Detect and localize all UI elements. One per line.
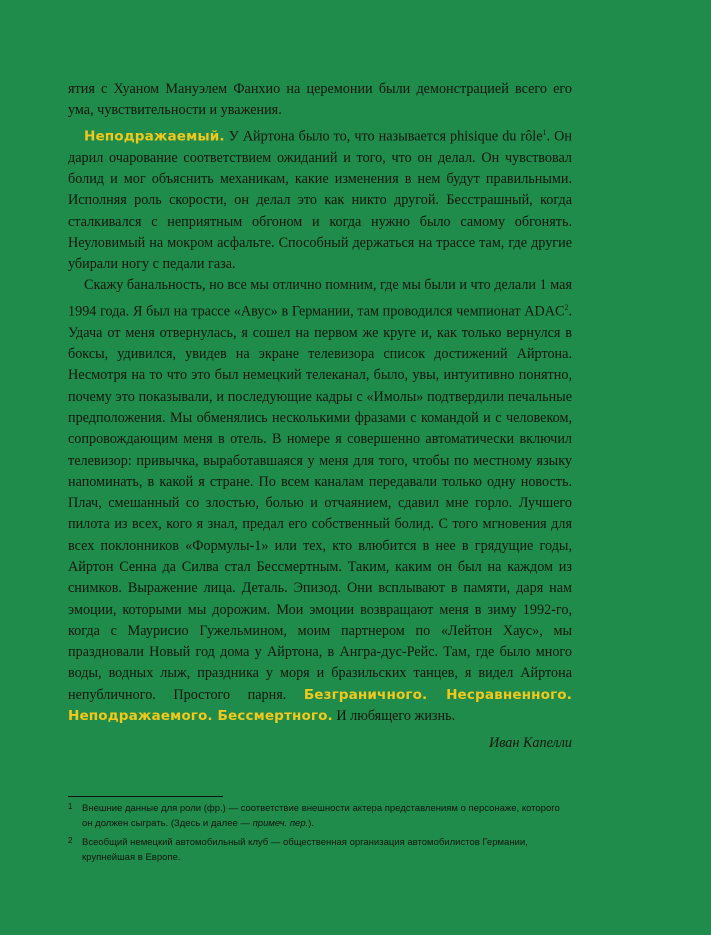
- author-signature: Иван Капелли: [488, 735, 572, 752]
- paragraph-2-text-b: . Он дарил очарование соответствием ожиданий и того, что он делал. Он чувствовал болид и мог объяснить механикам, какие изменения в нем будут правильными. Исполняя роль скорости, он делал это как никто другой. Бесстрашный, когда сталкивался с неприятным обгоном и когда нужно было самому обгонять. Неуловимый на мокром асфальте. Способный держаться на трассе там, где другие убирали ногу с педали газа.: [68, 128, 572, 273]
- main-text: [68, 79, 572, 755]
- footnote-1-number: 1: [68, 802, 73, 811]
- paragraph-1-text: ятия с Хуаном Мануэлем Фанхио на церемонии были демонстрацией всего его ума, чувствительности и уважения.: [68, 81, 572, 119]
- footnote-ref-2: 2: [564, 302, 569, 312]
- footnote-2-text: Всеобщий немецкий автомобильный клуб — общественная организация автомобилистов Германии, крупнейшая в Европе.: [82, 837, 528, 863]
- paragraph-3-text-a: Скажу банальность, но все мы отлично помним, где мы были и что делали 1 мая 1994 года. Я был на трассе «Авус» в Германии, там проводился чемпионат ADAC: [68, 277, 572, 320]
- footnote-1-text-b: ).: [308, 818, 315, 829]
- paragraph-2-text-a: У Айртона было то, что называется phisique du rôle: [224, 128, 543, 145]
- footnote-divider: [68, 796, 223, 797]
- footnote-ref-1: 1: [542, 127, 547, 137]
- footnote-2: [68, 835, 572, 865]
- paragraph-3: [68, 275, 572, 727]
- paragraph-2: [68, 122, 572, 276]
- footnote-2-number: 2: [68, 836, 73, 845]
- highlight-inimitable: Неподражаемый.: [84, 128, 225, 145]
- paragraph-3-text-c: И любящего жизнь.: [332, 708, 456, 725]
- footnote-1: [68, 801, 572, 831]
- highlight-immortal: Безграничного. Несравненного. Неподражаемого. Бессмертного.: [68, 686, 572, 725]
- footnote-1-text-a: Внешние данные для роли (фр.) — соответствие внешности актера представлениям о персонаже, которого он должен сыграть. (Здесь и далее —: [82, 803, 560, 829]
- footnotes: [68, 801, 572, 865]
- footnote-1-italic: примеч. пер.: [252, 818, 309, 829]
- paragraph-3-text-b: . Удача от меня отвернулась, я сошел на первом же круге и, как только вернулся в боксы, удивился, увидев на экране телевизора список достижений Айртона. Несмотря на то что это был немецкий телеканал, было, увы, интуитивно понятно, почему это показывали, и последующие кадры с «Имолы» подтвердили печальные предположения. Мы обменялись несколькими фразами с командой и с человеком, сопровождающим меня в отель. В номере я совершенно автоматически включил телевизор: привычка, выработавшаяся у меня для того, чтобы по местному языку напоминать, в какой я стране. По всем каналам передавали только одну новость. Плач, смешанный со злостью, болью и отчаянием, сдавил мне горло. Лучшего пилота из всех, кого я знал, предал его собственный болид. С того мгновения для всех поклонников «Формулы-1» или тех, кто влюбится в нее в грядущие годы, Айртон Сенна да Силва стал Бессмертным. Таким, каким он был на каждом из снимков. Выражение лица. Деталь. Эпизод. Они всплывают в памяти, даря нам эмоции, которыми мы дорожим. Мои эмоции возвращают меня в зиму 1992-го, когда с Маурисио Гужельмином, моим партнером по «Лейтон Хаус», мы праздновали Новый год дома у Айртона, в Ангра-дус-Рейс. Там, где было много воды, водных лыж, праздника у моря и бразильских танцев, я видел Айртона непубличного. Простого парня.: [68, 303, 572, 703]
- paragraph-1: [68, 79, 572, 122]
